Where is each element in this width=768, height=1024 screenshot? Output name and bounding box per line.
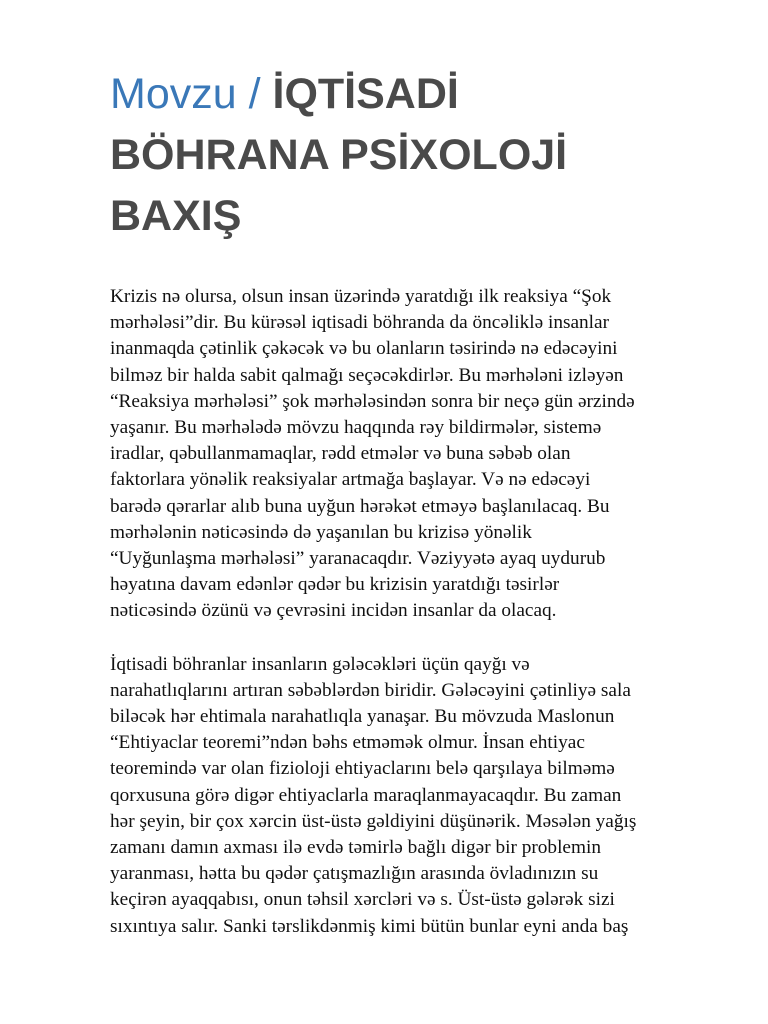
title-topic-prefix: Movzu / bbox=[110, 70, 273, 118]
body-paragraph-1: Krizis nə olursa, olsun insan üzərində yaratdığı ilk reaksiya “Şok mərhələsi”dir. Bu kürəsəl iqtisadi böhranda da öncəliklə insanlar inanmaqda çətinlik çəkəcək və bu olanların təsirində nə edəcəyini bilməz bir halda sabit qalmağı seçəcəkdirlər. Bu mərhələni izləyən “Reaksiya mərhələsi” şok mərhələsindən sonra bir neçə gün ərzində yaşanır. Bu mərhələdə mövzu haqqında rəy bildirmələr, sistemə iradlar, qəbullanmamaqlar, rədd etmələr və buna səbəb olan faktorlara yönəlik reaksiyalar artmağa başlayar. Və nə edəcəyi barədə qərarlar alıb buna uyğun hərəkət etməyə başlanılacaq. Bu mərhələnin nəticəsində də yaşanılan bu krizisə yönəlik “Uyğunlaşma mərhələsi” yaranacaqdır. Vəziyyətə ayaq uydurub həyatına davam edənlər qədər bu krizisin yaratdığı təsirlər nəticəsində özünü və çevrəsini incidən insanlar da olacaq. bbox=[110, 286, 635, 622]
document-title bbox=[110, 64, 710, 247]
title-heading: İQTİSADİ BÖHRANA PSİXOLOJİ BAXIŞ bbox=[110, 70, 568, 240]
body-paragraph-2: İqtisadi böhranlar insanların gələcəkləri üçün qayğı və narahatlıqlarını artıran səbəblərdən biridir. Gələcəyini çətinliyə sala biləcək hər ehtimala narahatlıqla yanaşar. Bu mövzuda Maslonun “Ehtiyaclar teoremi”ndən bəhs etməmək olmur. İnsan ehtiyac teoremində var olan fizioloji ehtiyaclarını belə qarşılaya bilməmə qorxusuna görə digər ehtiyaclarla maraqlanmayacaqdır. Bu zaman hər şeyin, bir çox xərcin üst-üstə gəldiyini düşünərik. Məsələn yağış zamanı damın axması ilə evdə təmirlə bağlı digər bir problemin yaranması, hətta bu qədər çatışmazlığın arasında övladınızın su keçirən ayaqqabısı, onun təhsil xərcləri və s. Üst-üstə gələrək sizi sıxıntıya salır. Sanki tərslikdənmiş kimi bütün bunlar eyni anda baş bbox=[110, 653, 637, 937]
document-page bbox=[110, 64, 710, 940]
